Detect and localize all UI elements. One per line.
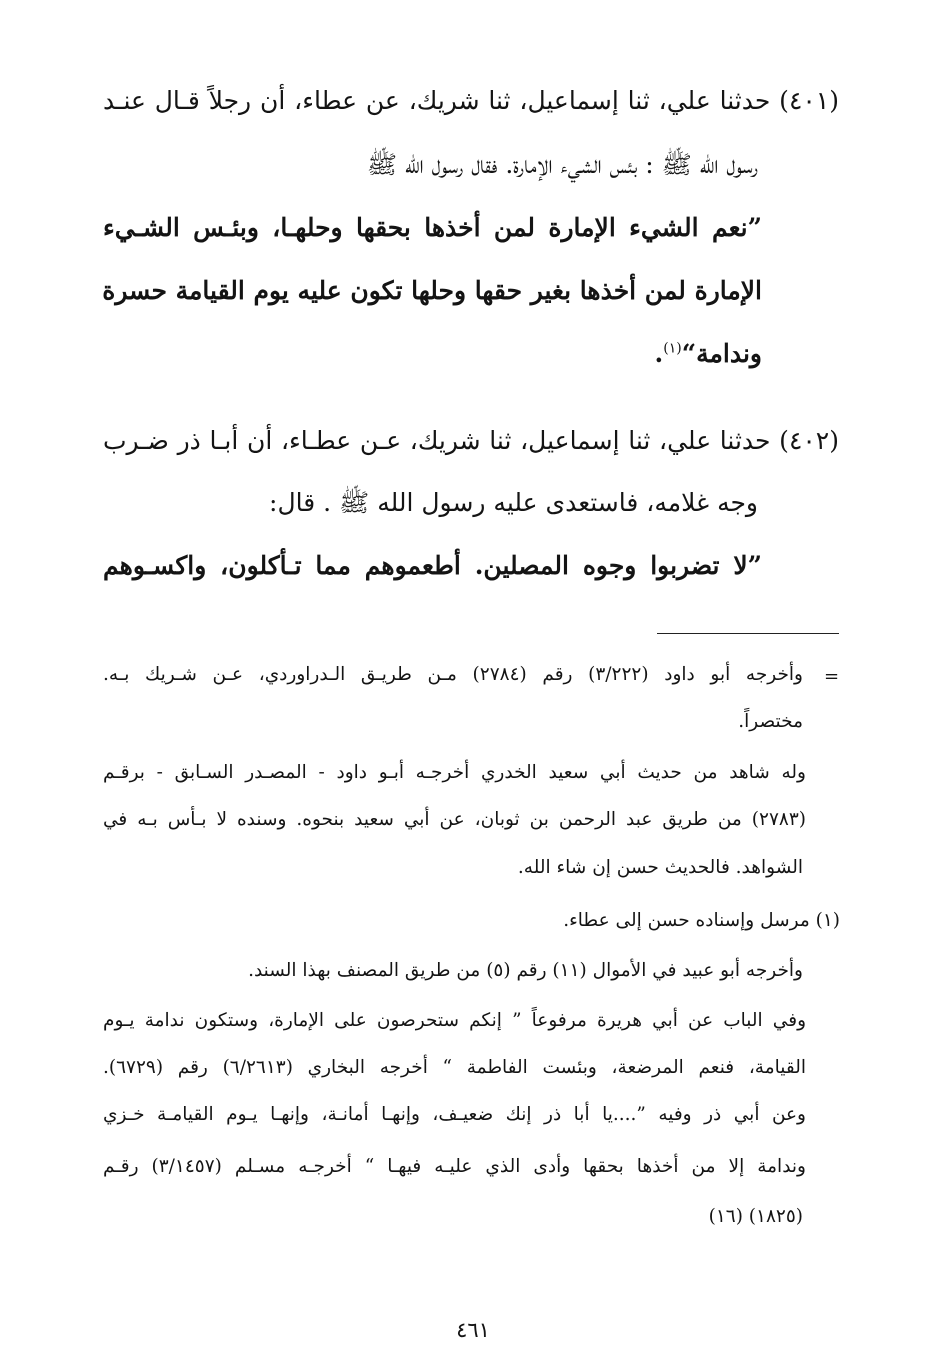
footnote-shahid-line-3: الشواهد. فالحديث حسن إن شاء الله. — [517, 857, 803, 878]
hadith-401-quote-end: وندامة“ — [681, 339, 762, 368]
footnote-1-line-7: (١٨٢٥) (١٦) — [708, 1206, 803, 1227]
footnote-cont-line-2: مختصراً. — [738, 711, 803, 732]
hadith-402-line-1: (٤٠٢) حدثنا علي، ثنا إسماعيل، ثنا شريك، عـن عطـاء، أن أبـا ذر ضـرب — [103, 426, 839, 455]
footnote-1-line-2: وأخرجه أبو عبيد في الأموال (١١) رقم (٥) من طريق المصنف بهذا السند. — [248, 960, 803, 981]
footnote-separator — [657, 633, 839, 634]
hadith-401-quote-line-1: ”نعم الشيء الإمارة لمن أخذها بحقها وحلهـا، وبئـس الشـيء — [103, 213, 762, 242]
hadith-401-period: . — [654, 339, 664, 368]
continuation-marker: = — [824, 666, 840, 687]
footnote-shahid-line-2: (٢٧٨٣) من طريق عبد الرحمن بن ثوبان، عن أبي سعيد بنحوه. وسنده لا بـأس بـه في — [103, 809, 806, 830]
hadith-402-line-2: وجه غلامه، فاستعدى عليه رسول الله ﷺ . قال: — [269, 488, 758, 517]
footnote-1-line-5: وعن أبي ذر وفيه ”....يا أبا ذر إنك ضعيـف، وإنهـا أمانـة، وإنهـا يـوم القيامـة خـزي — [103, 1104, 806, 1125]
footnote-1-line-4: القيامة، فنعم المرضعة، وبئست الفاطمة “ أخرجه البخاري (٦/٢٦١٣) رقم (٦٧٢٩). — [103, 1057, 806, 1078]
footnote-cont-line-1: وأخرجه أبو داود (٣/٢٢٢) رقم (٢٧٨٤) مـن طريـق الـدراوردي، عـن شـريك بـه. — [103, 664, 803, 685]
footnote-1-line-3: وفي الباب عن أبي هريرة مرفوعاً ” إنكم ستحرصون على الإمارة، وستكون ندامة يـوم — [103, 1010, 806, 1031]
footnote-shahid-line-1: وله شاهد من حديث أبي سعيد الخدري أخرجـه أبـو داود - المصـدر السـابق - برقـم — [103, 762, 806, 783]
footnote-1-line-1: (١) مرسل وإسناده حسن إلى عطاء. — [563, 910, 840, 931]
hadith-401-quote-line-2: الإمارة لمن أخذها بغير حقها وحلها تكون عليه يوم القيامة حسرة — [102, 276, 762, 305]
footnote-ref-1: (١) — [663, 340, 682, 357]
page-number: ٤٦١ — [456, 1318, 490, 1342]
hadith-401-quote-line-3 — [655, 341, 762, 366]
hadith-401-line-2: رسول الله ﷺ : بئس الشيء الإمارة. فقال رسول الله ﷺ — [366, 150, 758, 179]
hadith-402-quote-line-1: ”لا تضربوا وجوه المصلين. أطعموهم مما تـأكلون، واكسـوهم — [103, 551, 762, 580]
hadith-401-line-1: (٤٠١) حدثنا علي، ثنا إسماعيل، ثنا شريك، عن عطاء، أن رجلاً قـال عنـد — [103, 86, 839, 115]
footnote-1-line-6: وندامة إلا من أخذها بحقها وأدى الذي عليـه فيهـا “ أخرجـه مسـلم (٣/١٤٥٧) رقـم — [103, 1156, 806, 1177]
